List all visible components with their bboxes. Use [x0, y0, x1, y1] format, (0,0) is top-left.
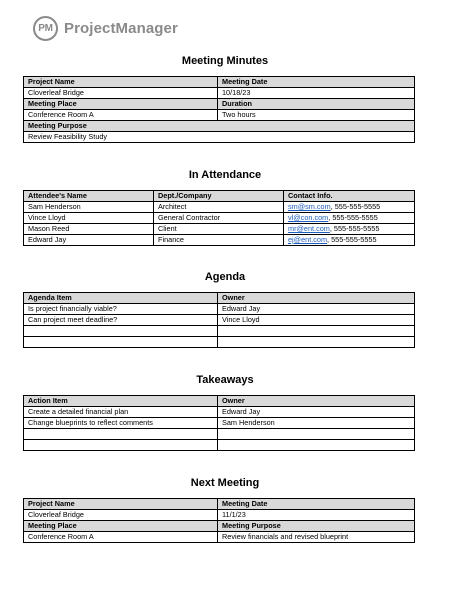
project-name-label: Project Name [24, 77, 218, 88]
meeting-purpose-label: Meeting Purpose [24, 121, 415, 132]
attendance-title: In Attendance [188, 169, 262, 181]
action-item: Create a detailed financial plan [24, 407, 218, 418]
agenda-owner: Edward Jay [218, 304, 415, 315]
attendee-dept: Architect [154, 202, 284, 213]
table-row [24, 418, 415, 429]
next-meeting-place-label: Meeting Place [24, 521, 218, 532]
takeaway-owner-header: Owner [218, 396, 415, 407]
next-project-name-label: Project Name [24, 499, 218, 510]
takeaway-owner: Edward Jay [218, 407, 415, 418]
duration-value: Two hours [218, 110, 415, 121]
attendee-name: Mason Reed [24, 224, 154, 235]
table-row [24, 235, 415, 246]
attendee-name: Vince Lloyd [24, 213, 154, 224]
email-link[interactable]: ej@ent.com [288, 235, 328, 244]
next-meeting-date-value: 11/1/23 [218, 510, 415, 521]
attendee-dept: Finance [154, 235, 284, 246]
meeting-place-label: Meeting Place [24, 99, 218, 110]
meeting-minutes-title: Meeting Minutes [181, 55, 269, 67]
next-meeting-table [23, 498, 415, 543]
meeting-minutes-table [23, 76, 415, 143]
meeting-purpose-value: Review Feasibility Study [24, 132, 415, 143]
attendance-table [23, 190, 415, 246]
project-name-value: Cloverleaf Bridge [24, 88, 218, 99]
meeting-date-value: 10/18/23 [218, 88, 415, 99]
takeaways-title: Takeaways [196, 374, 254, 386]
attendee-contact [284, 224, 415, 235]
brand-logo [33, 16, 178, 41]
table-row-empty [24, 326, 415, 337]
email-link[interactable]: vl@con.com [288, 213, 329, 222]
table-row [24, 315, 415, 326]
attendee-phone: , 555-555-5555 [329, 224, 380, 233]
meeting-place-value: Conference Room A [24, 110, 218, 121]
agenda-title: Agenda [204, 271, 246, 283]
empty-cell [218, 440, 415, 451]
attendee-name: Edward Jay [24, 235, 154, 246]
meeting-date-label: Meeting Date [218, 77, 415, 88]
empty-cell [24, 337, 218, 348]
attendee-phone: , 555-555-5555 [327, 235, 377, 244]
agenda-owner-header: Owner [218, 293, 415, 304]
next-meeting-purpose-label: Meeting Purpose [218, 521, 415, 532]
table-row [24, 213, 415, 224]
takeaway-owner: Sam Henderson [218, 418, 415, 429]
table-row [24, 304, 415, 315]
empty-cell [24, 429, 218, 440]
table-row [24, 224, 415, 235]
attendee-contact [284, 213, 415, 224]
agenda-owner: Vince Lloyd [218, 315, 415, 326]
pm-logo-icon: PM [33, 16, 58, 41]
attendee-phone: , 555-555-5555 [328, 213, 378, 222]
contact-info-header: Contact Info. [284, 191, 415, 202]
attendee-phone: , 555-555-5555 [330, 202, 381, 211]
next-meeting-place-value: Conference Room A [24, 532, 218, 543]
takeaways-table [23, 395, 415, 451]
attendee-contact [284, 235, 415, 246]
table-row-empty [24, 337, 415, 348]
empty-cell [24, 326, 218, 337]
table-row [24, 202, 415, 213]
email-link[interactable]: mr@ent.com [288, 224, 330, 233]
agenda-table [23, 292, 415, 348]
empty-cell [218, 326, 415, 337]
agenda-item-header: Agenda Item [24, 293, 218, 304]
attendee-dept: General Contractor [154, 213, 284, 224]
action-item-header: Action Item [24, 396, 218, 407]
table-row-empty [24, 429, 415, 440]
duration-label: Duration [218, 99, 415, 110]
next-meeting-date-label: Meeting Date [218, 499, 415, 510]
empty-cell [218, 429, 415, 440]
agenda-item: Can project meet deadline? [24, 315, 218, 326]
attendee-dept: Client [154, 224, 284, 235]
table-row [24, 407, 415, 418]
empty-cell [24, 440, 218, 451]
empty-cell [218, 337, 415, 348]
brand-name: ProjectManager [64, 20, 178, 37]
next-project-name-value: Cloverleaf Bridge [24, 510, 218, 521]
next-meeting-title: Next Meeting [190, 477, 260, 489]
agenda-item: Is project financially viable? [24, 304, 218, 315]
attendee-name: Sam Henderson [24, 202, 154, 213]
attendee-contact [284, 202, 415, 213]
email-link[interactable]: sm@sm.com [288, 202, 331, 211]
dept-company-header: Dept./Company [154, 191, 284, 202]
next-meeting-purpose-value: Review financials and revised blueprint [218, 532, 415, 543]
attendee-name-header: Attendee's Name [24, 191, 154, 202]
action-item: Change blueprints to reflect comments [24, 418, 218, 429]
table-row-empty [24, 440, 415, 451]
